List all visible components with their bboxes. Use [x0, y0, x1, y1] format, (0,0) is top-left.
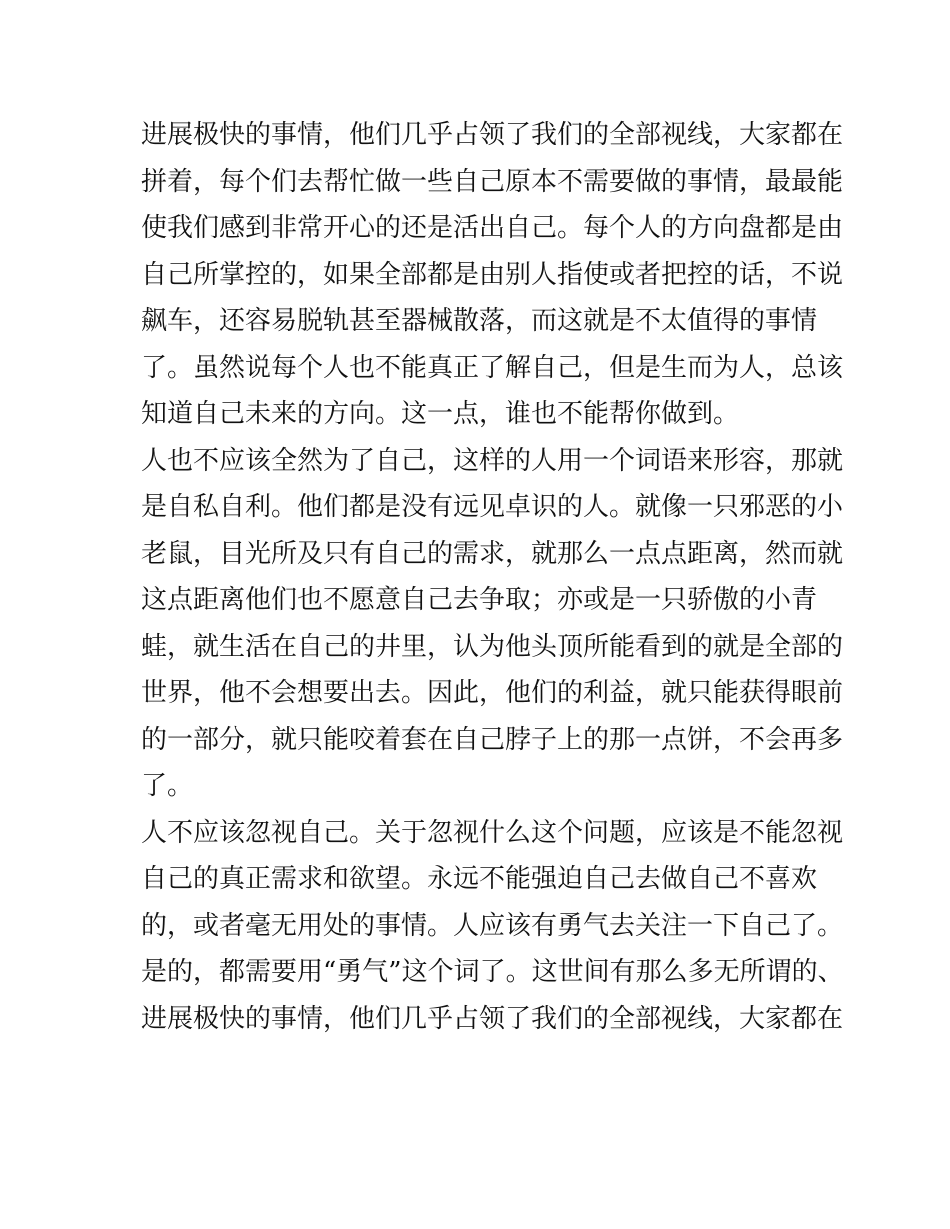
body-text: [141, 112, 844, 1042]
text-line: 老鼠，目光所及只有自己的需求，就那么一点点距离，然而就: [141, 538, 844, 569]
text-line: 世界，他不会想要出去。因此，他们的利益，就只能获得眼前: [141, 678, 844, 708]
text-line: 的一部分，就只能咬着套在自己脖子上的那一点饼，不会再多: [141, 724, 844, 755]
text-line: 使我们感到非常开心的还是活出自己。每个人的方向盘都是由: [141, 213, 844, 243]
text-line: 自己的真正需求和欲望。永远不能强迫自己去做自己不喜欢: [141, 864, 818, 894]
text-line: 了。: [141, 771, 194, 801]
text-line: 是的，都需要用“勇气”这个词了。这世间有那么多无所谓的、: [141, 957, 844, 987]
text-line: 蛙，就生活在自己的井里，认为他头顶所能看到的就是全部的: [141, 631, 844, 662]
text-line: 的，或者毫无用处的事情。人应该有勇气去关注一下自己了。: [141, 910, 844, 941]
text-line: 人也不应该全然为了自己，这样的人用一个词语来形容，那就: [141, 445, 844, 476]
text-line: 知道自己未来的方向。这一点，谁也不能帮你做到。: [141, 399, 740, 429]
text-line: 了。虽然说每个人也不能真正了解自己，但是生而为人，总该: [141, 352, 844, 383]
text-line: 是自私自利。他们都是没有远见卓识的人。就像一只邪恶的小: [141, 492, 844, 522]
text-line: 自己所掌控的，如果全部都是由别人指使或者把控的话，不说: [141, 259, 844, 290]
text-line: 人不应该忽视自己。关于忽视什么这个问题，应该是不能忽视: [141, 817, 844, 848]
text-line: 这点距离他们也不愿意自己去争取；亦或是一只骄傲的小青: [141, 585, 818, 615]
text-line: 进展极快的事情，他们几乎占领了我们的全部视线，大家都在: [141, 1003, 844, 1034]
text-line: 飙车，还容易脱轨甚至器械散落，而这就是不太值得的事情: [141, 306, 818, 336]
text-line: 进展极快的事情，他们几乎占领了我们的全部视线，大家都在: [141, 120, 844, 150]
text-line: 拼着，每个们去帮忙做一些自己原本不需要做的事情，最最能: [141, 166, 844, 197]
